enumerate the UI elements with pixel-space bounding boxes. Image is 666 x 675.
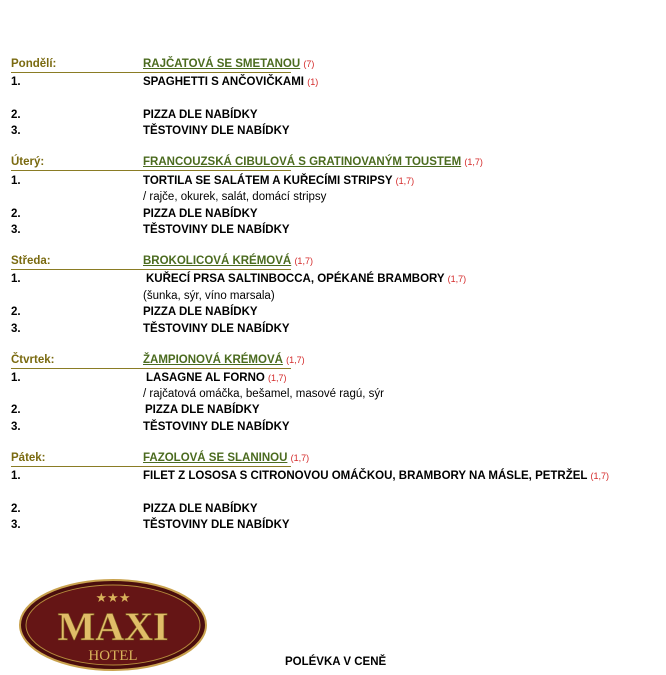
allergen-codes: (1,7) [268,373,287,383]
item-number: 1. [11,273,21,285]
menu-item [0,501,666,517]
item-number: 3. [11,125,21,137]
dish-note-row [0,288,666,304]
menu-item [0,271,666,287]
soup-of-day [143,352,305,368]
soup-name: FRANCOUZSKÁ CIBULOVÁ S GRATINOVANÝM TOUSTEM [143,156,462,168]
menu-item [0,370,666,386]
allergen-codes: (1) [307,77,319,87]
day-label: Středa: [11,253,291,270]
menu-item [0,419,666,435]
item-number: 3. [11,323,21,335]
item-number: 2. [11,404,21,416]
dish-title: PIZZA DLE NABÍDKY [143,503,258,515]
menu-item [0,173,666,189]
dish-name [143,173,414,189]
dish-note-row [0,189,666,205]
dish-name [146,271,466,287]
dish-note: (šunka, sýr, víno marsala) [143,290,275,302]
item-number: 1. [11,76,21,88]
item-number: 1. [11,470,21,482]
menu-item [0,222,666,238]
dish-title: PIZZA DLE NABÍDKY [143,208,258,220]
menu-item [0,123,666,139]
menu-item [0,517,666,533]
soup-of-day [143,154,483,170]
menu-item [0,107,666,123]
dish-name [143,468,609,484]
day-header-row [0,450,666,466]
soup-of-day [143,253,313,269]
maxi-hotel-logo [18,578,208,672]
soup-name: FAZOLOVÁ SE SLANINOU [143,452,288,464]
menu-item [0,468,666,484]
item-number: 2. [11,109,21,121]
menu-item [0,402,666,418]
allergen-codes: (1,7) [290,453,310,463]
day-header-row [0,352,666,368]
menu-item [0,206,666,222]
allergen-codes: (7) [303,59,315,69]
item-number: 2. [11,208,21,220]
day-header-row [0,56,666,72]
menu-item [0,74,666,90]
dish-note-row [0,386,666,402]
item-number: 3. [11,421,21,433]
dish-title: TĚSTOVINY DLE NABÍDKY [143,421,290,433]
dish-title: LASAGNE AL FORNO [146,372,265,384]
dish-title: PIZZA DLE NABÍDKY [143,306,258,318]
dish-title: TĚSTOVINY DLE NABÍDKY [143,323,290,335]
dish-title: TĚSTOVINY DLE NABÍDKY [143,224,290,236]
dish-title: PIZZA DLE NABÍDKY [145,404,260,416]
soup-name: ŽAMPIONOVÁ KRÉMOVÁ [143,354,283,366]
logo-brand: MAXI [57,604,169,649]
item-number: 1. [11,175,21,187]
day-label: Čtvrtek: [11,352,291,369]
allergen-codes: (1,7) [447,274,467,284]
item-number: 2. [11,503,21,515]
allergen-codes: (1,7) [294,256,313,266]
dish-title: SPAGHETTI S ANČOVIČKAMI [143,76,305,88]
day-header-row [0,253,666,269]
item-number: 2. [11,306,21,318]
dish-name [143,74,318,90]
soup-of-day [143,56,314,72]
dish-note: / rajčatová omáčka, bešamel, masové ragú, sýr [143,388,384,400]
day-header-row [0,154,666,170]
soup-name: RAJČATOVÁ SE SMETANOU [143,58,301,70]
soup-of-day [143,450,309,466]
item-number: 1. [11,372,21,384]
menu-item [0,304,666,320]
day-label: Pondělí: [11,56,291,73]
allergen-codes: (1,7) [590,471,609,481]
dish-title: KUŘECÍ PRSA SALTINBOCCA, OPÉKANÉ BRAMBORY [146,273,445,285]
item-number: 3. [11,224,21,236]
logo-stars: ★★★ [95,591,131,606]
dish-title: TĚSTOVINY DLE NABÍDKY [143,125,290,137]
menu-item [0,321,666,337]
soup-name: BROKOLICOVÁ KRÉMOVÁ [143,255,292,267]
dish-title: TĚSTOVINY DLE NABÍDKY [143,519,290,531]
dish-title: FILET Z LOSOSA S CITRONOVOU OMÁČKOU, BRAMBORY NA MÁSLE, PETRŽEL [143,470,588,482]
allergen-codes: (1,7) [395,176,415,186]
dish-note: / rajče, okurek, salát, domácí stripsy [143,191,327,203]
day-label: Pátek: [11,450,291,467]
dish-title: TORTILA SE SALÁTEM A KUŘECÍMI STRIPSY [143,175,393,187]
allergen-codes: (1,7) [286,355,305,365]
dish-title: PIZZA DLE NABÍDKY [143,109,258,121]
dish-name [146,370,287,386]
allergen-codes: (1,7) [464,157,483,167]
logo-sub: HOTEL [88,648,138,664]
item-number: 3. [11,519,21,531]
day-label: Úterý: [11,154,291,171]
footer-note: POLÉVKA V CENĚ [285,656,387,668]
